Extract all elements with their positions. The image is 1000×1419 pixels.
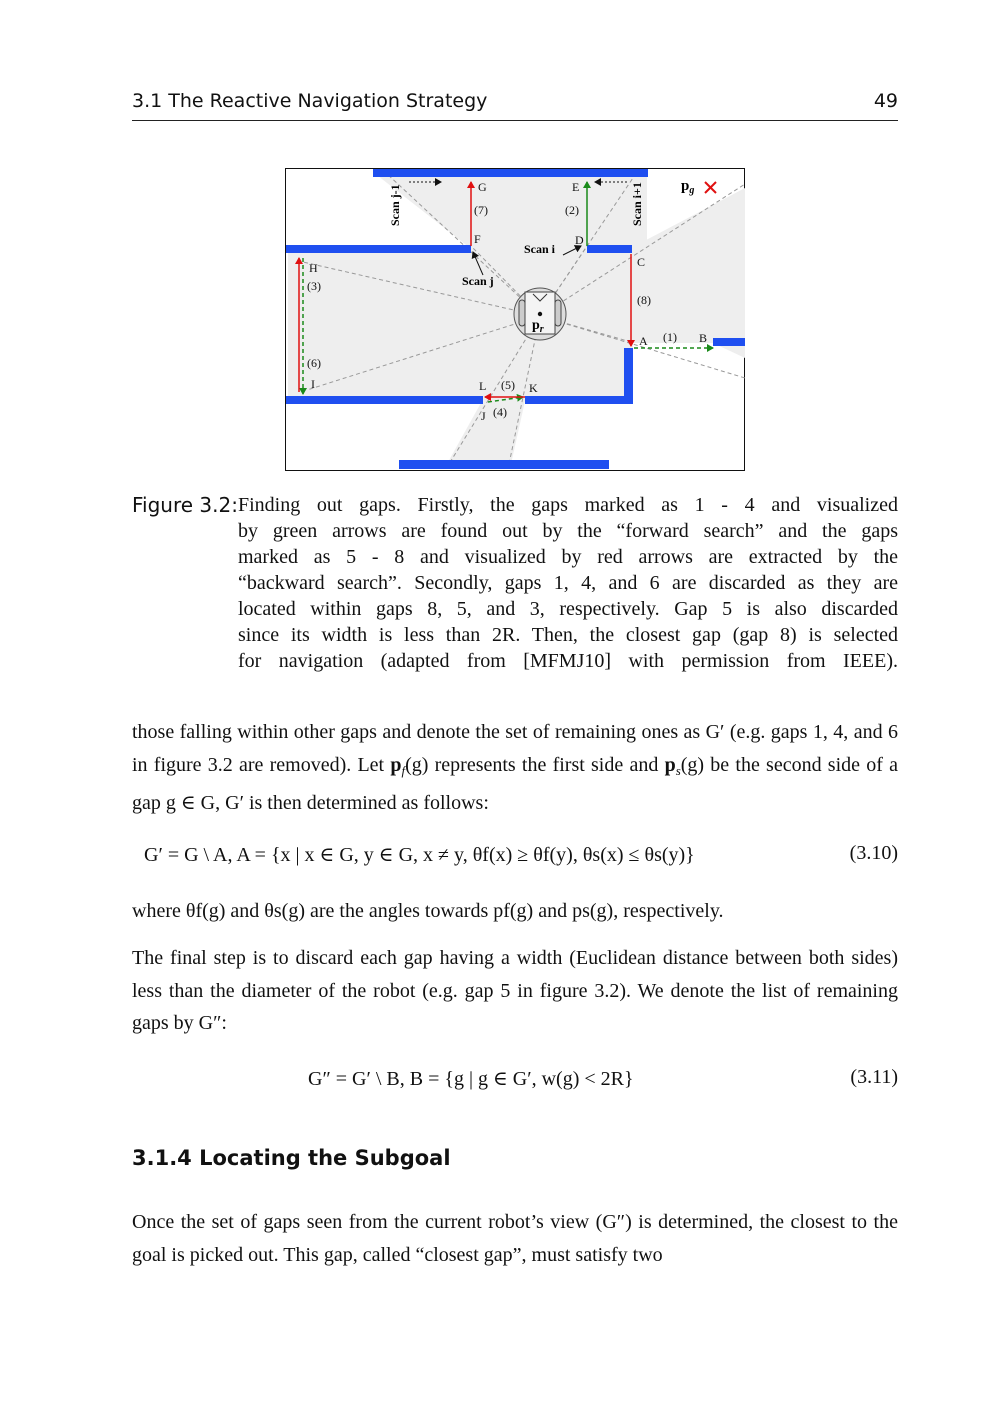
equation-3-10: G′ = G \ A, A = {x | x ∈ G, y ∈ G, x ≠ y, θf(x) ≥ θf(y), θs(x) ≤ θs(y)} [144, 844, 695, 866]
caption-line: by green arrows are found out by the “forward search” and the gaps [238, 520, 898, 542]
point-H-label: H [309, 261, 318, 275]
caption-line: “backward search”. Secondly, gaps 1, 4, and 6 are discarded as they are [238, 572, 898, 594]
header-title: 3.1 The Reactive Navigation Strategy [132, 90, 488, 112]
point-B-label: B [699, 331, 708, 345]
subscript: s [675, 762, 681, 778]
caption-line: marked as 5 - 8 and visualized by red arrows are extracted by the [238, 546, 898, 568]
gap-3-label: (3) [307, 279, 321, 293]
point-C-label: C [637, 255, 646, 269]
paragraph-3: The final step is to discard each gap having a width (Euclidean distance between both sides) less than the diameter of the robot (e.g. gap 5 in figure 3.2). We denote the list of remaining gaps by G″: [132, 947, 898, 1034]
caption-line: since its width is less than 2R. Then, the closest gap (gap 8) is selected [238, 624, 898, 646]
caption-line: located within gaps 8, 5, and 3, respectively. Gap 5 is also discarded [238, 598, 898, 620]
paragraph-text: those falling within other gaps and denote the set of remaining ones as G′ (e.g. gaps 1, 4, and 6 in figure 3.2 are removed). Let [132, 721, 898, 776]
scan-i-plus-1-label: Scan i+1 [630, 182, 644, 226]
paragraph-1 [132, 716, 898, 820]
gap-4-label: (4) [493, 405, 507, 419]
point-E-label: E [572, 180, 580, 194]
subscript: f [401, 762, 406, 778]
caption-line: Finding out gaps. Firstly, the gaps marked as 1 - 4 and visualized [238, 494, 898, 516]
gap-2-label: (2) [565, 203, 579, 217]
equation-3-11: G″ = G′ \ B, B = {g | g ∈ G′, w(g) < 2R} [308, 1068, 634, 1090]
scan-j-label: Scan j [462, 274, 494, 288]
paragraph-text: (g) represents the first side and [405, 753, 665, 776]
point-A-label: A [639, 334, 648, 348]
scan-j-minus-1-label: Scan j-1 [388, 184, 402, 226]
point-L-label: L [479, 379, 487, 393]
point-F-label: F [474, 232, 481, 246]
gap-5-label: (5) [501, 378, 515, 392]
point-J-label: J [481, 409, 486, 423]
gap-1-label: (1) [663, 330, 677, 344]
running-header [132, 88, 898, 121]
paragraph-2: where θf(g) and θs(g) are the angles towards pf(g) and ps(g), respectively. [132, 900, 724, 922]
caption-line: for navigation (adapted from [MFMJ10] with permission from IEEE). [238, 650, 898, 672]
gap-7-label: (7) [474, 203, 488, 217]
point-D-label: D [575, 233, 584, 247]
point-K-label: K [529, 381, 538, 395]
point-G-label: G [478, 180, 487, 194]
goal-label: $p_g$ [681, 178, 695, 196]
paragraph-4: Once the set of gaps seen from the current robot’s view (G″) is determined, the closest to the goal is picked out. This gap, called “closest gap”, must satisfy two [132, 1211, 898, 1266]
gap-6-label: (6) [307, 356, 321, 370]
point-I-label: I [311, 377, 315, 391]
vector-p: p [390, 753, 402, 776]
equation-3-11-number: (3.11) [850, 1066, 898, 1088]
caption-label: Figure 3.2: [132, 493, 238, 517]
caption-text [238, 492, 898, 674]
page-number: 49 [873, 90, 898, 112]
equation-3-10-number: (3.10) [849, 842, 898, 864]
gap-8-label: (8) [637, 293, 651, 307]
paragraph-text: (g) be the second side of a gap g ∈ G, G′ is then determined as follows: [132, 753, 899, 814]
gap-finding-figure [285, 168, 745, 471]
vector-p: p [664, 753, 676, 776]
robot-position-label: $p_r$ [532, 318, 544, 335]
section-heading: 3.1.4 Locating the Subgoal [132, 1146, 451, 1170]
scan-i-label: Scan i [524, 242, 556, 256]
